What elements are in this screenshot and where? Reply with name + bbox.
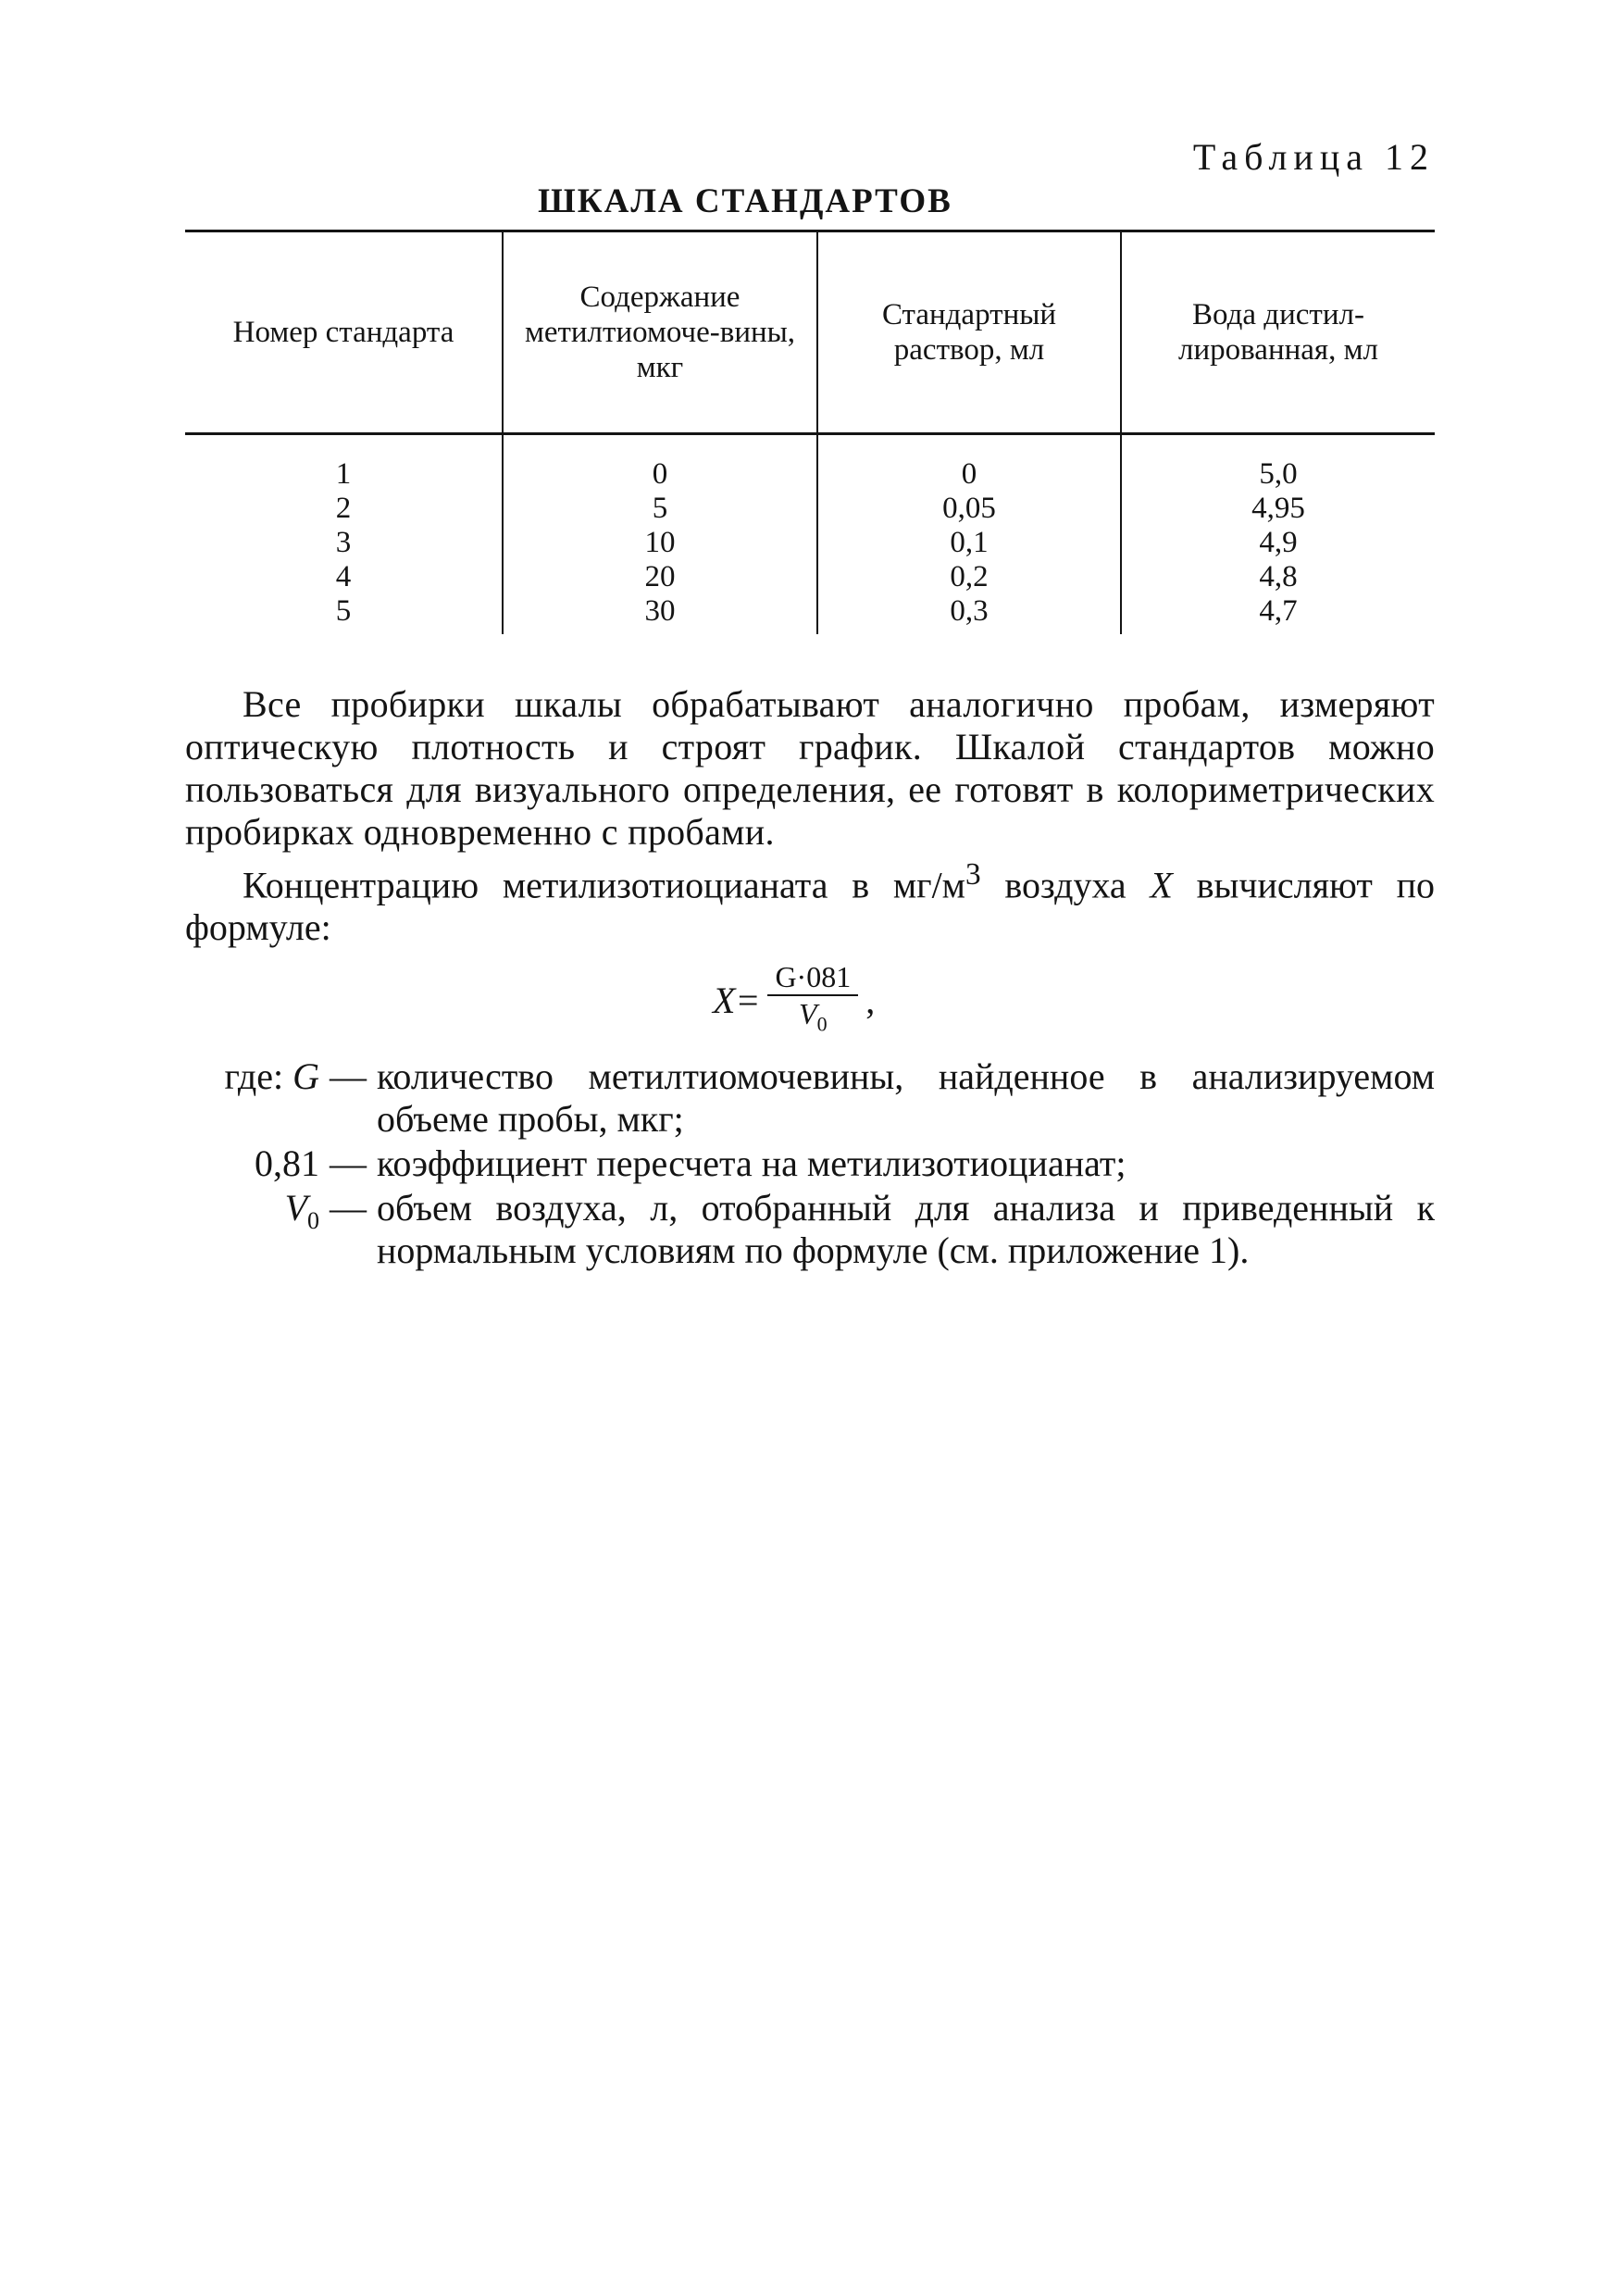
legend-description: объем воздуха, л, отобранный для анализа и приведенный к нормальным условиям по формуле (см. приложение 1). bbox=[377, 1187, 1435, 1271]
table-cell: 5 bbox=[503, 492, 817, 526]
formula-numerator: G·081 bbox=[767, 959, 858, 996]
variable-x: X bbox=[1150, 864, 1173, 906]
table-cell: 4 bbox=[335, 560, 352, 593]
table-cell: 4,9 bbox=[1121, 526, 1435, 560]
table-header-row bbox=[185, 231, 1435, 434]
formula bbox=[713, 959, 875, 1042]
body-text bbox=[185, 683, 1435, 949]
paragraph-text: Концентрацию метилизотиоцианата в мг/м bbox=[243, 864, 965, 906]
legend-dash: — bbox=[330, 1187, 367, 1229]
header-distilled-water: Вода дистил-лированная, мл bbox=[1121, 231, 1435, 434]
legend-description: коэффициент пересчета на метилизотиоцианат; bbox=[377, 1142, 1126, 1184]
header-standard-number: Номер стандарта bbox=[185, 231, 503, 434]
table-cell: 0,3 bbox=[817, 594, 1121, 634]
table-cell: 4,8 bbox=[1121, 560, 1435, 594]
formula-fraction bbox=[767, 959, 858, 1042]
header-standard-solution: Стандартный раствор, мл bbox=[817, 231, 1121, 434]
symbol-subscript: 0 bbox=[307, 1207, 319, 1234]
symbol-v: V bbox=[284, 1187, 307, 1229]
legend-symbol bbox=[185, 1055, 319, 1141]
legend-item bbox=[185, 1055, 1435, 1141]
table-cell: 4,7 bbox=[1121, 594, 1435, 634]
superscript: 3 bbox=[965, 857, 981, 892]
table-cell: 0 bbox=[503, 434, 817, 493]
legend-item bbox=[185, 1142, 1435, 1185]
table-caption: Таблица 12 bbox=[1192, 136, 1435, 178]
denominator-symbol: V bbox=[799, 997, 817, 1030]
legend-description: количество метилтиомочевины, найденное в анализируемом объеме пробы, мкг; bbox=[377, 1055, 1435, 1140]
formula-denominator bbox=[799, 996, 828, 1042]
table-cell: 0,2 bbox=[817, 560, 1121, 594]
legend-intro: где: bbox=[224, 1055, 284, 1097]
table-row bbox=[185, 560, 1435, 594]
formula-legend bbox=[185, 1055, 1435, 1274]
formula-comma: , bbox=[865, 980, 876, 1022]
table-cell: 30 bbox=[503, 594, 817, 634]
legend-symbol bbox=[185, 1187, 319, 1272]
legend-dash: — bbox=[330, 1142, 367, 1184]
table-cell: 0 bbox=[817, 434, 1121, 493]
table-cell: 10 bbox=[503, 526, 817, 560]
table-cell: 0,1 bbox=[817, 526, 1121, 560]
table-row bbox=[185, 594, 1435, 634]
legend-dash: — bbox=[330, 1055, 367, 1097]
standards-table bbox=[185, 230, 1435, 634]
table-cell: 2 bbox=[335, 492, 352, 525]
table-cell: 5,0 bbox=[1121, 434, 1435, 493]
header-content: Содержание метилтиомоче-вины, мкг bbox=[503, 231, 817, 434]
table-cell: 3 bbox=[335, 526, 352, 559]
table-title: ШКАЛА СТАНДАРТОВ bbox=[538, 182, 952, 220]
table-row bbox=[185, 526, 1435, 560]
table-cell: 20 bbox=[503, 560, 817, 594]
legend-item bbox=[185, 1187, 1435, 1272]
table-cell: 4,95 bbox=[1121, 492, 1435, 526]
table-row bbox=[185, 434, 1435, 493]
paragraph bbox=[185, 854, 1435, 949]
table-cell: 5 bbox=[335, 594, 352, 628]
table-row bbox=[185, 492, 1435, 526]
formula-lhs: X= bbox=[713, 980, 761, 1022]
paragraph-text: вычисляют по формуле: bbox=[185, 864, 1435, 949]
denominator-subscript: 0 bbox=[816, 1012, 828, 1036]
table-cell: 1 bbox=[335, 457, 352, 491]
paragraph-text: воздуха bbox=[980, 864, 1151, 906]
symbol-g: G bbox=[292, 1055, 319, 1097]
legend-symbol: 0,81 bbox=[255, 1142, 319, 1184]
table-cell: 0,05 bbox=[817, 492, 1121, 526]
paragraph: Все пробирки шкалы обрабатывают аналогично пробам, измеряют оптическую плотность и строят график. Шкалой стандартов можно пользоваться для визуального определения, ее готовят в колориметрических пробирках одновременно с пробами. bbox=[185, 683, 1435, 853]
